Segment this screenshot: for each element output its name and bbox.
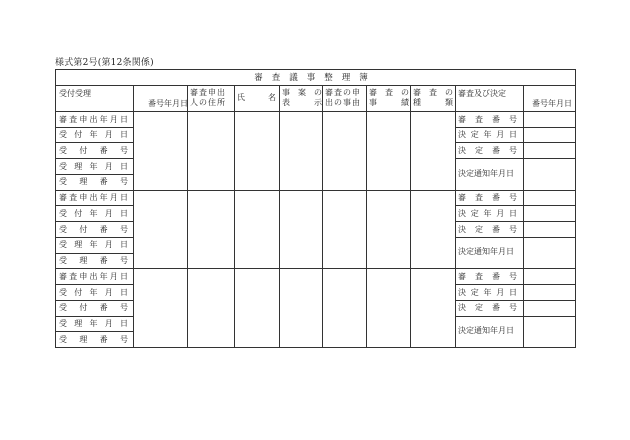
label-char: 受: [59, 334, 67, 344]
label-char: 定: [475, 303, 483, 313]
label-char: 号: [119, 303, 128, 313]
left-label: [59, 253, 128, 268]
label-char: 号: [509, 114, 517, 124]
label-char: 年: [89, 130, 98, 140]
label-char: 月: [496, 287, 505, 297]
label-char: 付: [79, 224, 88, 234]
right-label: [458, 190, 517, 205]
left-label: [59, 143, 128, 158]
label-char: 日: [509, 208, 517, 218]
right-label: [458, 269, 517, 284]
right-row-line: [455, 316, 575, 317]
label-char: 審: [458, 114, 466, 124]
label-char: 年: [89, 208, 98, 218]
left-label: [59, 269, 128, 284]
label-char: 番: [492, 303, 500, 313]
column-line: [133, 85, 134, 347]
label-char: 日: [120, 208, 128, 218]
label-char: 月: [104, 130, 113, 140]
label-char: 審: [59, 271, 67, 281]
label-char: 審: [59, 114, 67, 124]
label-char: 受: [59, 208, 67, 218]
label-char: 審: [458, 271, 466, 281]
right-label: [458, 112, 517, 127]
label-char: 受: [59, 130, 67, 140]
label-char: 年: [89, 240, 98, 250]
header-details-1: 審 査 の: [369, 88, 409, 97]
header-address-1: 審査申出: [190, 88, 226, 97]
label-char: 番: [99, 224, 108, 234]
label-char: 月: [496, 208, 505, 218]
header-details-2: 事 績: [369, 98, 409, 107]
header-name-1: 氏: [237, 93, 245, 102]
form-id: 様式第2号(第12条関係): [55, 58, 154, 68]
column-line: [523, 85, 524, 347]
label-char: 出: [89, 193, 98, 203]
left-label: [59, 285, 128, 300]
right-label: [458, 222, 517, 237]
left-label: [59, 174, 128, 189]
label-char: 号: [119, 334, 128, 344]
label-char: 理: [79, 256, 88, 266]
register-table: [55, 69, 576, 348]
label-char: 受: [59, 303, 67, 313]
label-char: 査: [69, 193, 78, 203]
label-char: 理: [74, 319, 83, 329]
label-char: 番: [99, 256, 108, 266]
header-kind-1: 審 査 の: [413, 88, 453, 97]
label-char: 月: [109, 193, 118, 203]
left-label: [59, 237, 128, 252]
label-char: 番: [99, 334, 108, 344]
label-char: 月: [104, 319, 113, 329]
label-char: 付: [74, 130, 83, 140]
label-char: 決: [458, 145, 466, 155]
label-char: 日: [120, 287, 128, 297]
label-char: 理: [79, 177, 88, 187]
label-char: 番: [492, 145, 500, 155]
label-char: 日: [120, 161, 128, 171]
right-label: [458, 127, 517, 142]
label-char: 査: [475, 193, 483, 203]
column-line: [234, 85, 235, 347]
label-char: 定: [470, 208, 479, 218]
label-char: 査: [475, 114, 483, 124]
header-case-2: 表 示: [282, 98, 322, 107]
label-char: 号: [119, 224, 128, 234]
label-char: 決: [458, 287, 466, 297]
label-char: 月: [104, 161, 113, 171]
label-char: 査: [475, 271, 483, 281]
left-label: [59, 300, 128, 315]
label-char: 年: [99, 271, 108, 281]
left-label: [59, 159, 128, 174]
label-char: 番: [492, 224, 500, 234]
label-char: 日: [119, 271, 128, 281]
header-name-2: 名: [268, 93, 276, 102]
left-label: [59, 112, 128, 127]
left-label: [59, 127, 128, 142]
label-char: 受: [59, 224, 67, 234]
label-char: 定: [470, 130, 479, 140]
label-char: 出: [89, 271, 98, 281]
label-char: 年: [89, 319, 98, 329]
label-char: 出: [89, 114, 98, 124]
header-address-2: 人の住所: [190, 98, 226, 107]
label-char: 号: [509, 193, 517, 203]
left-label: [59, 316, 128, 331]
header-reason-1: 審査の申: [325, 88, 361, 97]
label-char: 決: [458, 224, 466, 234]
label-char: 付: [79, 145, 88, 155]
label-char: 月: [496, 130, 505, 140]
label-char: 月: [104, 240, 113, 250]
label-char: 年: [89, 287, 98, 297]
right-label-notice: 決定通知年月日: [458, 168, 514, 178]
label-char: 年: [483, 130, 492, 140]
label-char: 月: [104, 287, 113, 297]
right-label-notice: 決定通知年月日: [458, 247, 514, 257]
label-char: 査: [69, 114, 78, 124]
label-char: 番: [492, 271, 500, 281]
label-char: 日: [119, 114, 128, 124]
header-reception-sub: 番号年月日: [148, 99, 188, 108]
left-label: [59, 190, 128, 205]
label-char: 号: [119, 177, 128, 187]
label-char: 査: [69, 271, 78, 281]
label-char: 付: [74, 208, 83, 218]
label-char: 理: [79, 334, 88, 344]
left-label: [59, 222, 128, 237]
label-char: 月: [104, 208, 113, 218]
label-char: 年: [99, 193, 108, 203]
right-label: [458, 300, 517, 315]
header-decision-sub: 番号年月日: [532, 99, 572, 108]
column-line: [366, 85, 367, 347]
column-line: [187, 85, 188, 347]
label-char: 定: [470, 287, 479, 297]
label-char: 年: [99, 114, 108, 124]
label-char: 付: [79, 303, 88, 313]
column-line: [455, 85, 456, 347]
label-char: 申: [79, 271, 88, 281]
label-char: 日: [120, 319, 128, 329]
header-reception: 受付受理: [59, 89, 91, 98]
label-char: 年: [89, 161, 98, 171]
label-char: 月: [109, 271, 118, 281]
right-label: [458, 206, 517, 221]
label-char: 審: [458, 193, 466, 203]
header-kind-2: 種 類: [413, 98, 453, 107]
register-title: 審査議事整理簿: [254, 73, 377, 83]
right-label: [458, 143, 517, 158]
label-char: 受: [59, 319, 67, 329]
right-label: [458, 285, 517, 300]
label-char: 審: [59, 193, 67, 203]
label-char: 申: [79, 114, 88, 124]
label-char: 号: [119, 145, 128, 155]
label-char: 決: [458, 303, 466, 313]
right-row-line: [455, 237, 575, 238]
label-char: 定: [475, 224, 483, 234]
label-char: 受: [59, 287, 67, 297]
label-char: 受: [59, 161, 67, 171]
label-char: 決: [458, 208, 466, 218]
label-char: 番: [99, 177, 108, 187]
label-char: 理: [74, 161, 83, 171]
column-line: [322, 85, 323, 347]
label-char: 番: [99, 145, 108, 155]
label-char: 決: [458, 130, 466, 140]
label-char: 受: [59, 256, 67, 266]
header-case-1: 事 案 の: [282, 88, 322, 97]
label-char: 理: [74, 240, 83, 250]
label-char: 号: [509, 224, 517, 234]
left-label: [59, 206, 128, 221]
label-char: 日: [119, 193, 128, 203]
label-char: 番: [492, 114, 500, 124]
label-char: 定: [475, 145, 483, 155]
label-char: 受: [59, 145, 67, 155]
label-char: 受: [59, 177, 67, 187]
label-char: 申: [79, 193, 88, 203]
label-char: 日: [509, 130, 517, 140]
column-line: [279, 85, 280, 347]
label-char: 年: [483, 208, 492, 218]
left-label: [59, 332, 128, 347]
column-line: [410, 85, 411, 347]
label-char: 付: [74, 287, 83, 297]
label-char: 年: [483, 287, 492, 297]
right-row-line: [455, 158, 575, 159]
label-char: 号: [119, 256, 128, 266]
header-reason-2: 出の事由: [325, 98, 361, 107]
label-char: 番: [492, 193, 500, 203]
label-char: 号: [509, 145, 517, 155]
label-char: 月: [109, 114, 118, 124]
label-char: 受: [59, 240, 67, 250]
header-decision: 審査及び決定: [458, 89, 506, 98]
label-char: 日: [120, 130, 128, 140]
label-char: 日: [509, 287, 517, 297]
label-char: 日: [120, 240, 128, 250]
label-char: 番: [99, 303, 108, 313]
label-char: 号: [509, 303, 517, 313]
right-label-notice: 決定通知年月日: [458, 325, 514, 335]
label-char: 号: [509, 271, 517, 281]
